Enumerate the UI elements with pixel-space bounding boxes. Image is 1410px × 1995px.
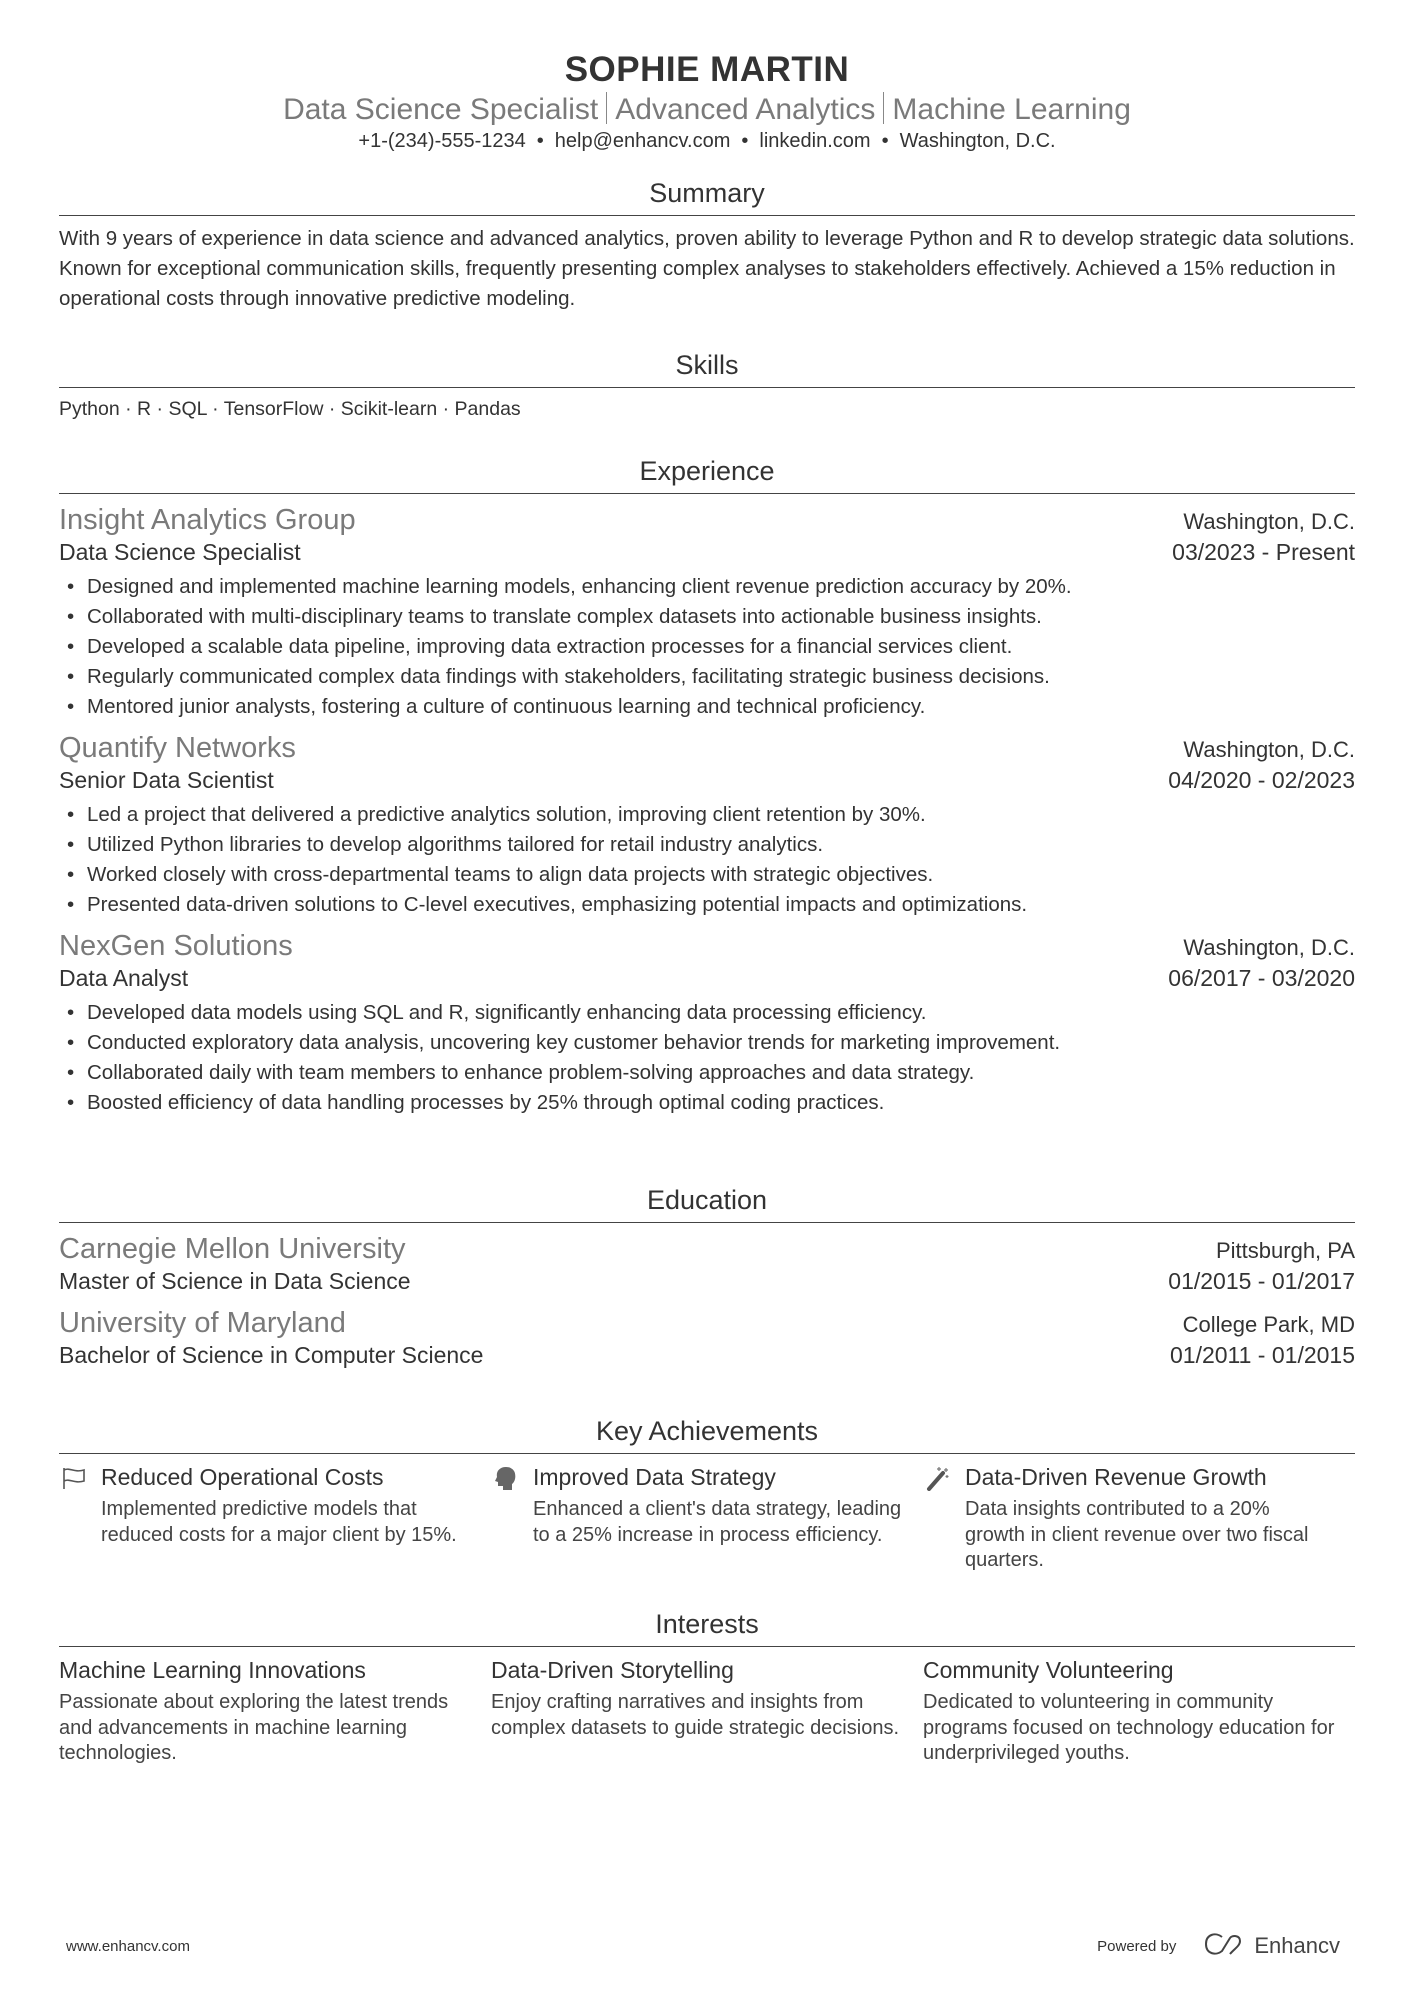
job-entry [59, 504, 1355, 722]
headline [59, 92, 1355, 127]
enhancv-brand: Enhancv [1254, 1933, 1340, 1958]
experience-section [59, 456, 1355, 1118]
job-bullet: • Designed and implemented machine learning models, enhancing client revenue prediction accuracy by 20%. [59, 572, 1355, 602]
section-heading: Key Achievements [59, 1416, 1355, 1454]
achievement-title: Data-Driven Revenue Growth [965, 1464, 1267, 1490]
headline-title: Advanced Analytics [615, 93, 876, 126]
powered-by [1097, 1932, 1340, 1960]
job-entry [59, 732, 1355, 920]
headline-title: Machine Learning [892, 93, 1131, 126]
contact-info: +1-(234)-555-1234 • help@enhancv.com • linkedin.com • Washington, D.C. [358, 130, 1056, 152]
job-location: Washington, D.C. [1183, 935, 1355, 960]
email-link[interactable]: help@enhancv.com [554, 130, 731, 152]
interest-desc: Enjoy crafting narratives and insights from complex datasets to guide strategic decisions. [491, 1691, 899, 1739]
job-bullet: • Collaborated with multi-disciplinary teams to translate complex datasets into actionable business insights. [59, 602, 1355, 632]
achievement-desc: Enhanced a client's data strategy, leading to a 25% increase in process efficiency. [533, 1498, 902, 1546]
achievement-title: Improved Data Strategy [533, 1464, 776, 1490]
achievement-item [923, 1464, 1355, 1574]
job-title: Senior Data Scientist [59, 767, 274, 793]
interest-title: Community Volunteering [923, 1657, 1174, 1683]
interest-item [923, 1657, 1355, 1767]
job-title: Data Science Specialist [59, 539, 301, 565]
interest-item [59, 1657, 491, 1767]
interest-title: Data-Driven Storytelling [491, 1657, 734, 1683]
school-location: College Park, MD [1182, 1312, 1355, 1337]
skills-list: Python · R · SQL · TensorFlow · Scikit-learn · Pandas [59, 398, 521, 420]
flag-icon [59, 1465, 89, 1491]
education-dates: 01/2015 - 01/2017 [1168, 1268, 1355, 1294]
company-name: Quantify Networks [59, 732, 296, 764]
school-name: University of Maryland [59, 1307, 346, 1339]
job-location: Washington, D.C. [1183, 737, 1355, 762]
job-title: Data Analyst [59, 965, 189, 991]
section-heading: Skills [59, 350, 1355, 388]
job-bullet: • Collaborated daily with team members to enhance problem-solving approaches and data strategy. [59, 1058, 1355, 1088]
achievement-item [59, 1464, 491, 1574]
company-name: NexGen Solutions [59, 930, 293, 962]
job-entry [59, 930, 1355, 1118]
job-bullet: • Regularly communicated complex data findings with stakeholders, facilitating strategic business decisions. [59, 662, 1355, 692]
footer-website[interactable]: www.enhancv.com [66, 1938, 190, 1955]
company-name: Insight Analytics Group [59, 504, 356, 536]
headline-title: Data Science Specialist [283, 93, 599, 126]
head-brain-icon [491, 1465, 521, 1491]
enhancv-logo-icon [1202, 1932, 1246, 1960]
job-bullet: • Boosted efficiency of data handling processes by 25% through optimal coding practices. [59, 1088, 1355, 1118]
job-bullet: • Conducted exploratory data analysis, uncovering key customer behavior trends for marketing improvement. [59, 1028, 1355, 1058]
education-section [59, 1185, 1355, 1369]
job-bullet: • Utilized Python libraries to develop algorithms tailored for retail industry analytics. [59, 830, 1355, 860]
interests-section [59, 1609, 1355, 1767]
job-bullet: • Presented data-driven solutions to C-level executives, emphasizing potential impacts and optimizations. [59, 890, 1355, 920]
skills-section [59, 350, 1355, 424]
job-bullet: • Worked closely with cross-departmental teams to align data projects with strategic objectives. [59, 860, 1355, 890]
section-heading: Experience [59, 456, 1355, 494]
interest-item [491, 1657, 923, 1767]
achievement-item [491, 1464, 923, 1574]
education-entry [59, 1233, 1355, 1295]
job-bullet: • Developed a scalable data pipeline, improving data extraction processes for a financial services client. [59, 632, 1355, 662]
job-bullet: • Developed data models using SQL and R, significantly enhancing data processing efficiency. [59, 998, 1355, 1028]
divider [883, 92, 884, 124]
degree: Master of Science in Data Science [59, 1268, 411, 1294]
education-dates: 01/2011 - 01/2015 [1169, 1342, 1355, 1368]
education-entry [59, 1307, 1355, 1369]
school-name: Carnegie Mellon University [59, 1233, 406, 1265]
achievements-section [59, 1416, 1355, 1574]
summary-section [59, 178, 1355, 314]
job-dates: 06/2017 - 03/2020 [1168, 965, 1355, 991]
achievement-desc: Data insights contributed to a 20% growth in client revenue over two fiscal quarters. [965, 1498, 1309, 1571]
powered-by-label: Powered by [1097, 1937, 1177, 1955]
job-dates: 03/2023 - Present [1172, 539, 1355, 565]
linkedin-link[interactable]: linkedin.com [759, 130, 871, 152]
interest-desc: Dedicated to volunteering in community programs focused on technology education for underprivileged youths. [923, 1691, 1335, 1764]
section-heading: Education [59, 1185, 1355, 1223]
job-bullet: • Led a project that delivered a predictive analytics solution, improving client retention by 30%. [59, 800, 1355, 830]
location: Washington, D.C. [899, 130, 1056, 152]
candidate-name: SOPHIE MARTIN [564, 50, 850, 89]
job-location: Washington, D.C. [1183, 509, 1355, 534]
job-bullet: • Mentored junior analysts, fostering a culture of continuous learning and technical proficiency. [59, 692, 1355, 722]
divider [606, 92, 607, 124]
achievement-desc: Implemented predictive models that reduced costs for a major client by 15%. [101, 1498, 457, 1546]
section-heading: Interests [59, 1609, 1355, 1647]
summary-text: With 9 years of experience in data science and advanced analytics, proven ability to leverage Python and R to develop strategic data solutions. Known for exceptional communication skills, frequently presenting complex analyses to stakeholders effectively. Achieved a 15% reduction in operational costs through innovative predictive modeling. [59, 227, 1355, 310]
section-heading: Summary [59, 178, 1355, 216]
interest-title: Machine Learning Innovations [59, 1657, 366, 1683]
phone: +1-(234)-555-1234 [358, 130, 526, 152]
job-dates: 04/2020 - 02/2023 [1168, 767, 1355, 793]
degree: Bachelor of Science in Computer Science [59, 1342, 484, 1368]
achievement-title: Reduced Operational Costs [101, 1464, 384, 1490]
interest-desc: Passionate about exploring the latest trends and advancements in machine learning technologies. [59, 1691, 449, 1764]
magic-wand-icon [923, 1465, 953, 1491]
school-location: Pittsburgh, PA [1216, 1238, 1355, 1263]
